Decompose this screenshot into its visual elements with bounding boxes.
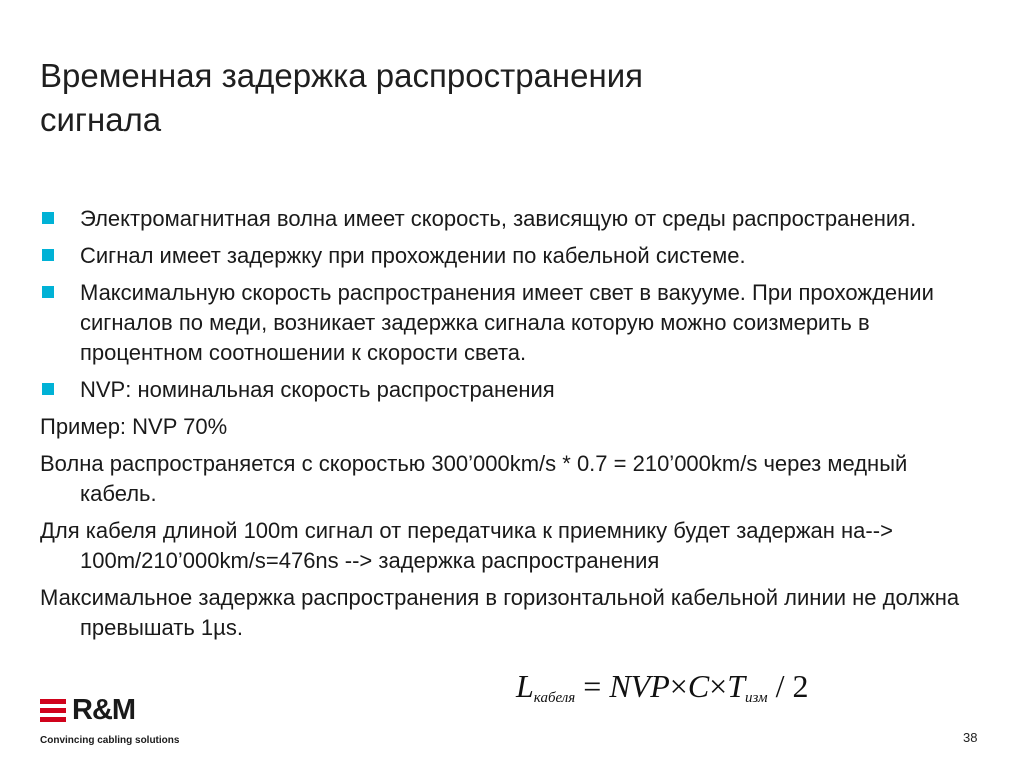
formula-t: T [727,668,745,704]
company-logo [40,694,190,747]
formula-equals: = [583,668,602,704]
bullet-item [40,375,990,405]
bullet-text: Сигнал имеет задержку при прохождении по кабельной системе. [80,243,746,268]
formula-nvp: NVP [609,668,670,704]
formula-l-subscript: кабеля [533,690,576,706]
paragraph: Волна распространяется с скоростью 300’000km/s * 0.7 = 210’000km/s через медный кабель. [40,451,908,506]
page-number: 38 [963,730,978,745]
slide-title-line-1: Временная задержка распространения [40,57,644,94]
delay-formula [516,668,808,707]
bullet-item [40,278,990,368]
bullet-square-icon [42,249,54,261]
formula-divide: / [775,668,785,704]
bullet-text: NVP: номинальная скорость распространения [80,377,555,402]
formula-two: 2 [792,668,809,704]
slide-title [40,54,940,142]
formula-c: C [687,668,710,704]
logo-text: R&M [72,694,136,726]
formula-times: × [709,668,728,704]
logo-stripes-icon [40,697,66,727]
bullet-square-icon [42,383,54,395]
bullet-text: Электромагнитная волна имеет скорость, зависящую от среды распространения. [80,206,917,231]
paragraph: Максимальное задержка распространения в горизонтальной кабельной линии не должна превышать 1µs. [40,585,960,640]
paragraph: Пример: NVP 70% [40,414,228,439]
bullet-text: Максимальную скорость распространения имеет свет в вакууме. При прохождении сигналов по меди, возникает задержка сигнала которую можно соизмерить в процентном соотношении к скорости света. [80,280,934,365]
logo-tagline: Convincing cabling solutions [40,735,180,746]
slide-title-line-2: сигнала [40,101,162,138]
bullet-square-icon [42,286,54,298]
formula-times: × [669,668,688,704]
bullet-square-icon [42,212,54,224]
formula-l: L [516,668,534,704]
paragraph: Для кабеля длиной 100m сигнал от передатчика к приемнику будет задержан на--> 100m/210’000km/s=476ns --> задержка распространения [40,518,893,573]
formula-t-subscript: изм [745,690,768,706]
slide-content [40,204,990,650]
bullet-item [40,204,990,234]
bullet-item [40,241,990,271]
